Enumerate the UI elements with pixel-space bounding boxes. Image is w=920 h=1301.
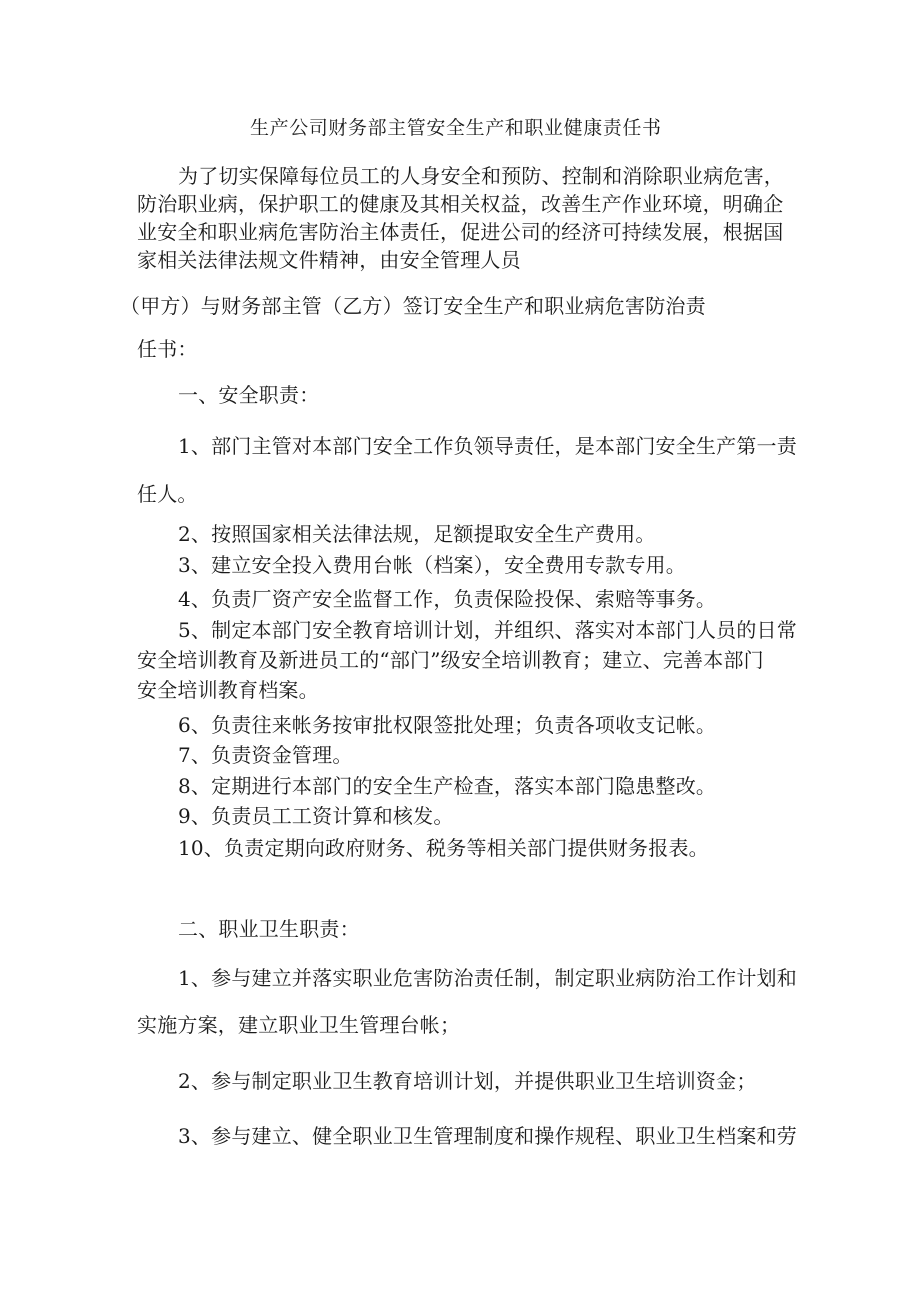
section-1-item-3: 3、建立安全投入费用台帐（档案），安全费用专款专用。 bbox=[178, 553, 686, 577]
section-1-item-8: 8、定期进行本部门的安全生产检查，落实本部门隐患整改。 bbox=[178, 774, 717, 798]
section-1-item-5-line-1: 5、制定本部门安全教育培训计划，并组织、落实对本部门人员的日常 bbox=[178, 618, 797, 642]
section-1-item-9: 9、负责员工工资计算和核发。 bbox=[178, 804, 454, 828]
intro-line-4: 家相关法律法规文件精神，由安全管理人员 bbox=[137, 248, 521, 272]
section-2-item-1-line-1: 1、参与建立并落实职业危害防治责任制，制定职业病防治工作计划和 bbox=[178, 966, 797, 990]
section-1-item-2: 2、按照国家相关法律法规，足额提取安全生产费用。 bbox=[178, 522, 656, 546]
section-1-item-10: 10、负责定期向政府财务、税务等相关部门提供财务报表。 bbox=[178, 836, 709, 860]
document-title: 生产公司财务部主管安全生产和职业健康责任书 bbox=[250, 117, 662, 139]
section-2-item-2: 2、参与制定职业卫生教育培训计划，并提供职业卫生培训资金； bbox=[178, 1069, 757, 1093]
section-1-item-7: 7、负责资金管理。 bbox=[178, 743, 353, 767]
section-1-item-5-line-2: 安全培训教育及新进员工的“部门”级安全培训教育；建立、完善本部门 bbox=[137, 648, 764, 672]
intro-line-3: 业安全和职业病危害防治主体责任，促进公司的经济可持续发展，根据国 bbox=[137, 220, 784, 244]
intro-line-5: （甲方）与财务部主管（乙方）签订安全生产和职业病危害防治责 bbox=[120, 294, 706, 318]
section-1-item-4: 4、负责厂资产安全监督工作，负责保险投保、索赔等事务。 bbox=[178, 587, 717, 611]
section-1-item-5-line-3: 安全培训教育档案。 bbox=[137, 678, 319, 702]
section-1-item-6: 6、负责往来帐务按审批权限签批处理；负责各项收支记帐。 bbox=[178, 713, 717, 737]
section-2-item-1-line-2: 实施方案，建立职业卫生管理台帐； bbox=[137, 1013, 461, 1037]
intro-line-2: 防治职业病，保护职工的健康及其相关权益，改善生产作业环境，明确企 bbox=[137, 192, 784, 216]
intro-line-6: 任书： bbox=[137, 337, 198, 361]
section-1-item-1-line-1: 1、部门主管对本部门安全工作负领导责任，是本部门安全生产第一责 bbox=[178, 434, 797, 458]
section-1-heading: 一、安全职责： bbox=[178, 383, 320, 407]
section-2-heading: 二、职业卫生职责： bbox=[178, 917, 360, 941]
section-2-item-3-line-1: 3、参与建立、健全职业卫生管理制度和操作规程、职业卫生档案和劳 bbox=[178, 1124, 797, 1148]
intro-line-1: 为了切实保障每位员工的人身安全和预防、控制和消除职业病危害， bbox=[178, 164, 784, 188]
section-1-item-1-line-2: 任人。 bbox=[137, 482, 198, 506]
